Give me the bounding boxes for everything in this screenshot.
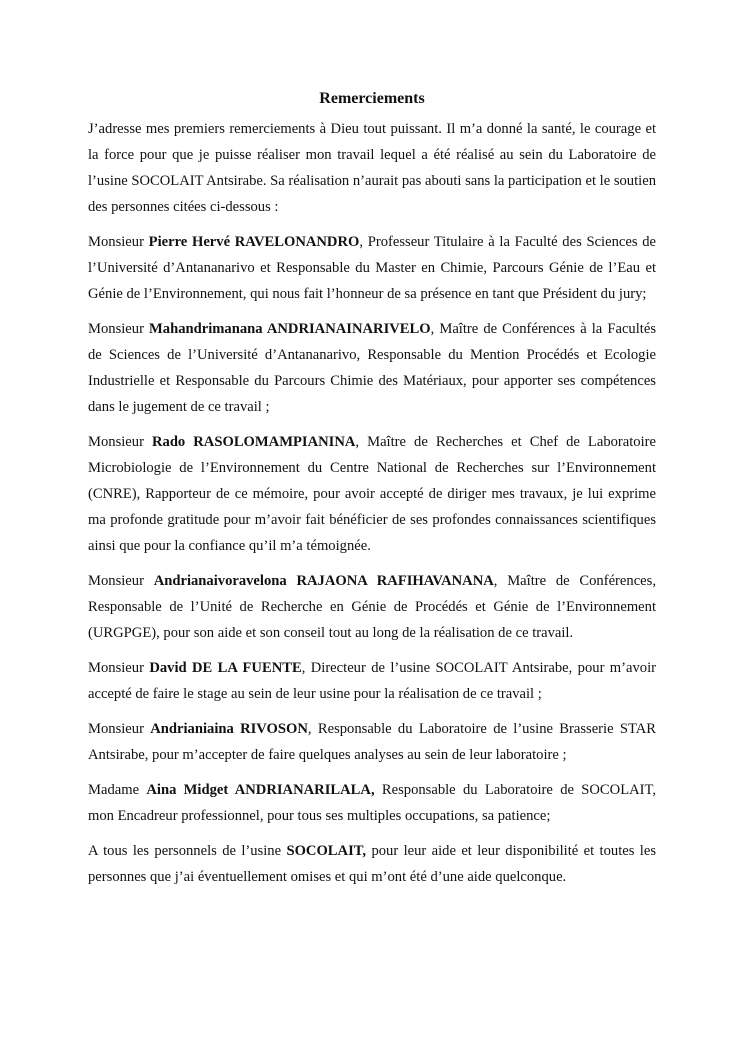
paragraph-closing xyxy=(88,838,656,890)
paragraph-acknowledgement xyxy=(88,229,656,307)
document-page xyxy=(88,88,656,899)
paragraph-acknowledgement xyxy=(88,568,656,646)
page-title: Remerciements xyxy=(319,90,425,107)
paragraph-bold-name: Aina Midget ANDRIANARILALA, xyxy=(146,782,375,798)
paragraph-text: , Maître de Conférences, Responsable de l’Unité de Recherche en Génie de Procédés et Génie de l’Environnement (URGPGE), pour son aide et son conseil tout au long de la réalisation de ce travail. xyxy=(88,573,656,641)
paragraph-bold-name: Mahandrimanana ANDRIANAINARIVELO xyxy=(149,321,431,337)
paragraph-bold-name: SOCOLAIT, xyxy=(286,843,367,859)
paragraph-bold-name: Rado RASOLOMAMPIANINA xyxy=(151,434,356,450)
paragraph-text: , Directeur de l’usine SOCOLAIT Antsirabe, pour m’avoir accepté de faire le stage au sein de leur usine pour la réalisation de ce travail ; xyxy=(88,660,657,702)
paragraph-acknowledgement xyxy=(88,429,656,559)
paragraph-text: , Maître de Conférences à la Facultés de Sciences de l’Université d’Antananarivo, Responsable du Mention Procédés et Ecologie Industrielle et Responsable du Parcours Chimie des Matériaux, pour apporter ses compétences dans le jugement de ce travail ; xyxy=(88,321,656,415)
paragraph-text: Monsieur xyxy=(88,321,150,337)
paragraph-acknowledgement xyxy=(88,316,656,420)
paragraph-text: Monsieur xyxy=(88,234,149,250)
paragraph-text: Monsieur xyxy=(88,434,152,450)
paragraph-bold-name: Pierre Hervé RAVELONANDRO xyxy=(148,234,360,250)
paragraph-text: Monsieur xyxy=(88,660,150,676)
paragraph-bold-name: David DE LA FUENTE xyxy=(149,660,302,676)
paragraph-text: , Responsable du Laboratoire de l’usine Brasserie STAR Antsirabe, pour m’accepter de faire quelques analyses au sein de leur laboratoire ; xyxy=(88,721,657,763)
paragraph-text: pour leur aide et leur disponibilité et toutes les personnes que j’ai éventuellement omises et qui m’ont été d’une aide quelconque. xyxy=(88,843,657,885)
paragraph-acknowledgement xyxy=(88,716,656,768)
paragraph-text: Madame xyxy=(88,782,147,798)
paragraph-text: , Maître de Recherches et Chef de Laboratoire Microbiologie de l’Environnement du Centre National de Recherches sur l’Environnement (CNRE), Rapporteur de ce mémoire, pour avoir accepté de diriger mes travaux, je lui exprime ma profonde gratitude pour m’avoir fait bénéficier de ses profondes connaissances scientifiques ainsi que pour la confiance qu’il m’a témoignée. xyxy=(88,434,657,554)
paragraph-intro xyxy=(88,116,656,220)
paragraph-text: , Professeur Titulaire à la Faculté des Sciences de l’Université d’Antananarivo et Responsable du Master en Chimie, Parcours Génie de l’Eau et Génie de l’Environnement, qui nous fait l’honneur de sa présence en tant que Président du jury; xyxy=(88,234,656,302)
paragraph-text: Responsable du Laboratoire de SOCOLAIT, mon Encadreur professionnel, pour tous ses multiples occupations, sa patience; xyxy=(88,782,656,824)
paragraph-text: Monsieur xyxy=(88,721,151,737)
paragraph-acknowledgement xyxy=(88,777,656,829)
paragraph-text: J’adresse mes premiers remerciements à Dieu tout puissant. Il m’a donné la santé, le courage et la force pour que je puisse réaliser mon travail lequel a été réalisé au sein du Laboratoire de l’usine SOCOLAIT Antsirabe. Sa réalisation n’aurait pas abouti sans la participation et le soutien des personnes citées ci-dessous : xyxy=(88,121,656,215)
paragraph-acknowledgement xyxy=(88,655,656,707)
paragraph-bold-name: Andrianiaina RIVOSON xyxy=(150,721,308,737)
paragraph-bold-name: Andrianaivoravelona RAJAONA RAFIHAVANANA xyxy=(153,573,494,589)
paragraph-text: Monsieur xyxy=(88,573,154,589)
paragraph-text: A tous les personnels de l’usine xyxy=(88,843,287,859)
